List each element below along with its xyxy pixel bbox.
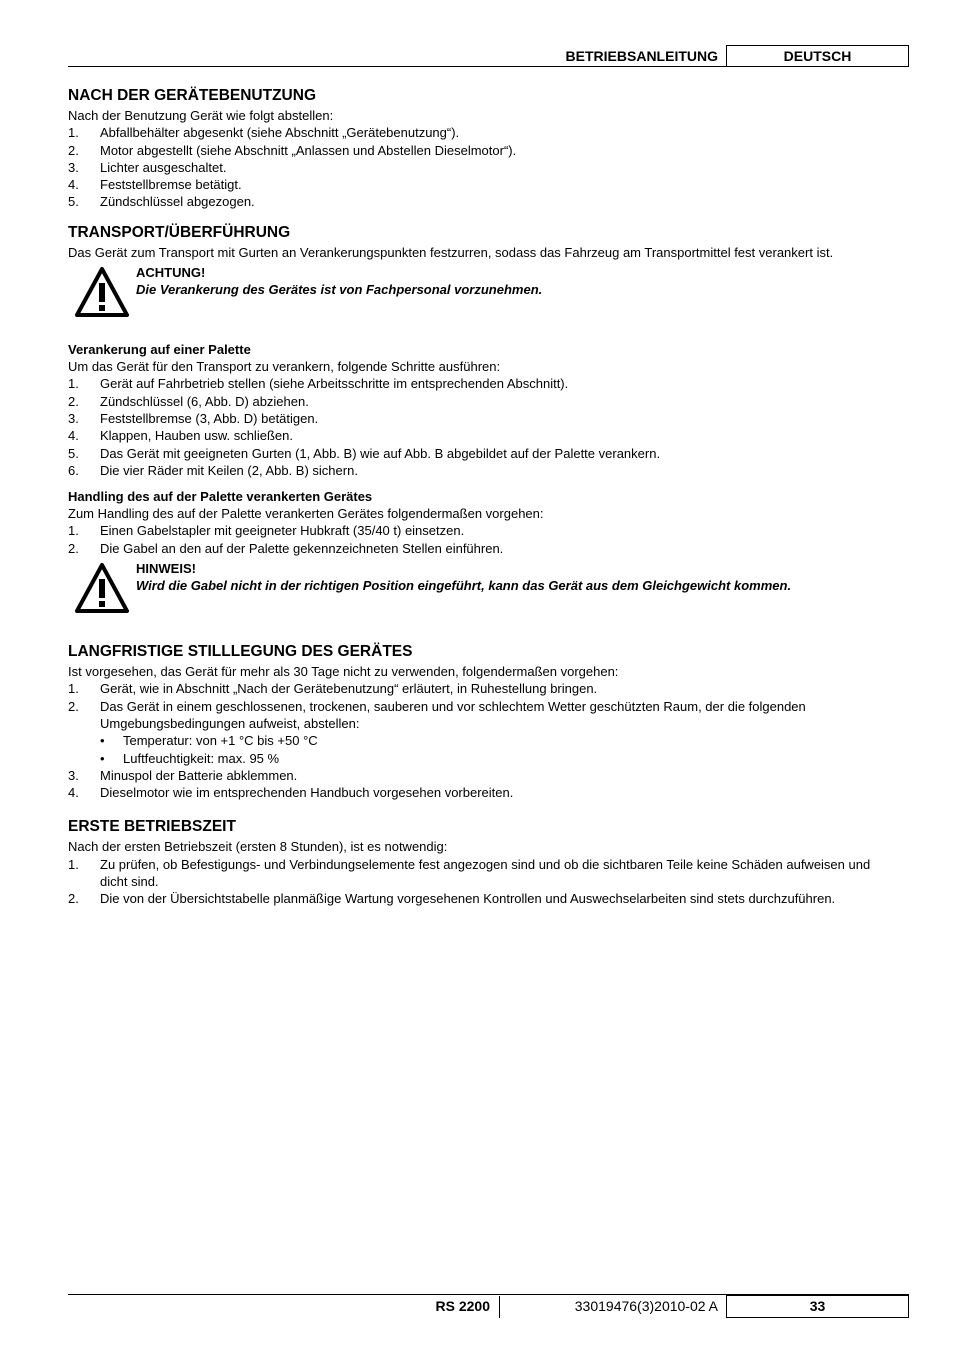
list-item: 2. Die Gabel an den auf der Palette gekennzeichneten Stellen einführen. (68, 540, 504, 556)
subsection-intro: Zum Handling des auf der Palette verankerten Gerätes folgendermaßen vorgehen: (68, 506, 544, 522)
list-item: 1. Gerät auf Fahrbetrieb stellen (siehe Arbeitsschritte im entsprechenden Abschnitt). (68, 376, 569, 392)
list-item: 6. Die vier Räder mit Keilen (2, Abb. B) sichern. (68, 462, 358, 478)
warning-label: ACHTUNG! (136, 265, 206, 281)
list-item: 5. Das Gerät mit geeigneten Gurten (1, Abb. B) wie auf Abb. B abgebildet auf der Palette verankern. (68, 445, 661, 461)
list-item: 4. Dieselmotor wie im entsprechenden Handbuch vorgesehen vorbereiten. (68, 785, 514, 801)
list-item: 1. Abfallbehälter abgesenkt (siehe Abschnitt „Gerätebenutzung“). (68, 125, 460, 141)
subsection-title: Handling des auf der Palette verankerten Gerätes (68, 489, 373, 505)
list-item: 2. Die von der Übersichtstabelle planmäßige Wartung vorgesehenen Kontrollen und Auswechselarbeiten sind stets durchzuführen. (68, 891, 836, 907)
section-langfristige-stilllegung (68, 642, 900, 801)
section-title: LANGFRISTIGE STILLLEGUNG DES GERÄTES (68, 643, 413, 661)
language-box: DEUTSCH (726, 45, 909, 67)
section-title: NACH DER GERÄTEBENUTZUNG (68, 87, 316, 104)
note-label: HINWEIS! (136, 561, 196, 577)
section-transport (68, 223, 900, 622)
list-item: 4. Klappen, Hauben usw. schließen. (68, 428, 293, 444)
list-item: 3. Lichter ausgeschaltet. (68, 159, 227, 175)
section-intro: Nach der Benutzung Gerät wie folgt abstellen: (68, 108, 334, 123)
section-title: TRANSPORT/ÜBERFÜHRUNG (68, 223, 291, 241)
steps-list (68, 375, 900, 479)
warning-triangle-icon (74, 266, 130, 318)
footer-separator (499, 1296, 500, 1318)
steps-list (68, 856, 900, 908)
model-name: RS 2200 (435, 1298, 490, 1314)
conditions-list (100, 732, 900, 767)
list-item: 2. Motor abgestellt (siehe Abschnitt „Anlassen und Abstellen Dieselmotor“). (68, 142, 517, 158)
section-intro: Ist vorgesehen, das Gerät für mehr als 30 Tage nicht zu verwenden, folgendermaßen vorgehen: (68, 664, 619, 680)
section-title: ERSTE BETRIEBSZEIT (68, 818, 236, 836)
list-item: 1. Gerät, wie in Abschnitt „Nach der Gerätebenutzung“ erläutert, in Ruhestellung bringen. (68, 681, 598, 697)
warning-box (68, 264, 900, 326)
steps-list (68, 522, 900, 557)
list-item: 1. Einen Gabelstapler mit geeigneter Hubkraft (35/40 t) einsetzen. (68, 523, 465, 539)
steps-list (68, 124, 900, 210)
page-number: 33 (726, 1295, 909, 1318)
bullet-item: • Temperatur: von +1 °C bis +50 °C (100, 733, 318, 749)
list-item: 2. Das Gerät in einem geschlossenen, trockenen, sauberen und vor schlechtem Wetter geschützten Raum, der die folgenden Umgebungsbedingungen aufweist, abstellen: • Temperatur: von +1 °C bis +50 °C • Luftfeuchtigkeit: max. 95 % (68, 698, 900, 767)
list-item: 3. Minuspol der Batterie abklemmen. (68, 767, 298, 783)
page-header (68, 45, 909, 67)
bullet-item: • Luftfeuchtigkeit: max. 95 % (100, 750, 280, 766)
section-erste-betriebszeit (68, 817, 900, 907)
list-item: 5. Zündschlüssel abgezogen. (68, 194, 255, 210)
manual-title: BETRIEBSANLEITUNG (565, 48, 718, 64)
steps-list (68, 680, 900, 801)
list-item: 3. Feststellbremse (3, Abb. D) betätigen. (68, 410, 319, 426)
section-intro: Das Gerät zum Transport mit Gurten an Verankerungspunkten festzurren, sodass das Fahrzeug am Transportmittel fest verankert ist. (68, 244, 834, 260)
header-rule (68, 66, 909, 67)
section-nach-der-geraetebenutzung (68, 86, 900, 211)
list-item: 1. Zu prüfen, ob Befestigungs- und Verbindungselemente fest angezogen sind und ob die sichtbaren Teile keine Schäden aufweisen und dicht sind. (68, 856, 871, 890)
page-footer (68, 1294, 909, 1318)
list-item: 4. Feststellbremse betätigt. (68, 177, 242, 193)
subsection-intro: Um das Gerät für den Transport zu verankern, folgende Schritte ausführen: (68, 359, 501, 375)
warning-text: Die Verankerung des Gerätes ist von Fachpersonal vorzunehmen. (136, 282, 543, 298)
note-text: Wird die Gabel nicht in der richtigen Position eingeführt, kann das Gerät aus dem Gleichgewicht kommen. (136, 578, 792, 594)
section-intro: Nach der ersten Betriebszeit (ersten 8 Stunden), ist es notwendig: (68, 839, 448, 855)
warning-triangle-icon (74, 562, 130, 614)
list-item: 2. Zündschlüssel (6, Abb. D) abziehen. (68, 393, 309, 409)
page-content (68, 86, 900, 920)
document-number: 33019476(3)2010-02 A (574, 1298, 718, 1314)
subsection-title: Verankerung auf einer Palette (68, 342, 251, 358)
note-box (68, 560, 900, 622)
